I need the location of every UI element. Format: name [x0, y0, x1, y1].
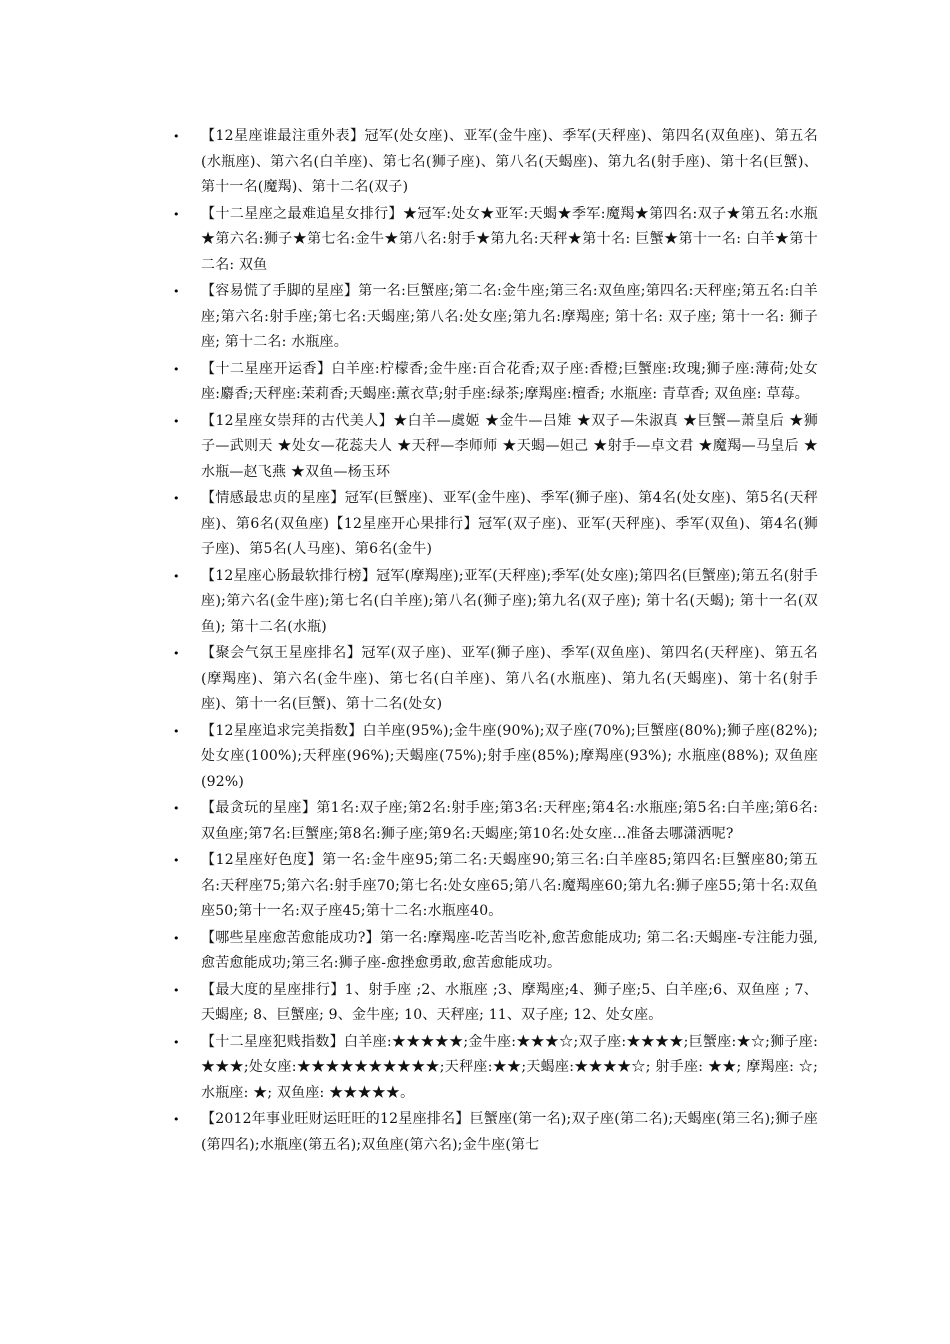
- bullet-icon: •: [173, 130, 180, 143]
- bullet-icon: •: [173, 414, 180, 428]
- list-item-text: 【12星座好色度】第一名:金牛座95;第二名:天蝎座90;第三名:白羊座85;第四名:巨蟹座80;第五名:天秤座75;第六名:射手座70;第七名:处女座65;第八名:魔羯座60;第九名:狮子座55;第十名:双鱼座50;第十一名:双子座45;第十二名:水瓶座40。: [201, 852, 818, 919]
- bullet-icon: •: [173, 983, 180, 997]
- list-item: [168, 564, 818, 641]
- bullet-icon: •: [173, 362, 180, 376]
- list-item-text: 【12星座女崇拜的古代美人】★白羊—虞姬 ★金牛—吕雉 ★双子—朱淑真 ★巨蟹—萧皇后 ★狮子—武则天 ★处女—花蕊夫人 ★天秤—李师师 ★天蝎—妲己 ★射手—卓文君 ★魔羯—马皇后 ★水瓶—赵飞燕 ★双鱼—杨玉环: [201, 412, 818, 480]
- list-item-text: 【哪些星座愈苦愈能成功?】第一名:摩羯座-吃苦当吃补,愈苦愈能成功; 第二名:天蝎座-专注能力强,愈苦愈能成功;第三名:狮子座-愈挫愈勇敢,愈苦愈能成功。: [201, 929, 818, 971]
- list-item: [168, 409, 818, 486]
- bullet-icon: •: [173, 931, 180, 945]
- bullet-icon: •: [173, 207, 180, 221]
- list-item-text: 【12星座心肠最软排行榜】冠军(摩羯座);亚军(天秤座);季军(处女座);第四名(巨蟹座);第五名(射手座);第六名(金牛座);第七名(白羊座);第八名(狮子座);第九名(双子座); 第十名(天蝎); 第十一名(双鱼); 第十二名(水瓶): [201, 567, 818, 635]
- bullet-icon: •: [173, 1113, 180, 1126]
- bullet-icon: •: [173, 492, 180, 505]
- bullet-list: [168, 124, 818, 1159]
- bullet-icon: •: [173, 724, 180, 738]
- list-item: [168, 357, 818, 408]
- list-item: [168, 486, 818, 563]
- list-item: [168, 978, 818, 1029]
- list-item-text: 【最贪玩的星座】第1名:双子座;第2名:射手座;第3名:天秤座;第4名:水瓶座;第5名:白羊座;第6名:双鱼座;第7名:巨蟹座;第8名:狮子座;第9名:天蝎座;第10名:处女座...准备去哪潇洒呢?: [201, 800, 818, 842]
- list-item-text: 【最大度的星座排行】1、射手座 ;2、水瓶座 ;3、摩羯座;4、狮子座;5、白羊座;6、双鱼座 ; 7、天蝎座; 8、巨蟹座; 9、金牛座; 10、天秤座; 11、双子座; 12、处女座。: [201, 981, 818, 1023]
- list-item-text: 【2012年事业旺财运旺旺的12星座排名】巨蟹座(第一名);双子座(第二名);天蝎座(第三名);狮子座(第四名);水瓶座(第五名);双鱼座(第六名);金牛座(第七: [201, 1111, 818, 1153]
- list-item-text: 【容易慌了手脚的星座】第一名:巨蟹座;第二名:金牛座;第三名:双鱼座;第四名:天秤座;第五名:白羊座;第六名:射手座;第七名:天蝎座;第八名:处女座;第九名:摩羯座; 第十名: 双子座; 第十一名: 狮子座; 第十二名: 水瓶座。: [201, 283, 818, 350]
- bullet-icon: •: [173, 569, 180, 583]
- list-item: [168, 1107, 818, 1158]
- bullet-icon: •: [173, 1035, 180, 1049]
- list-item-text: 【12星座谁最注重外表】冠军(处女座)、亚军(金牛座)、季军(天秤座)、第四名(双鱼座)、第五名(水瓶座)、第六名(白羊座)、第七名(狮子座)、第八名(天蝎座)、第九名(射手座)、第十名(巨蟹)、第十一名(魔羯)、第十二名(双子): [201, 128, 818, 195]
- list-item: [168, 279, 818, 356]
- list-item-text: 【12星座追求完美指数】白羊座(95%);金牛座(90%);双子座(70%);巨蟹座(80%);狮子座(82%);处女座(100%);天秤座(96%);天蝎座(75%);射手座(85%);摩羯座(93%); 水瓶座(88%); 双鱼座(92%): [201, 722, 818, 790]
- list-item-text: 【情感最忠贞的星座】冠军(巨蟹座)、亚军(金牛座)、季军(狮子座)、第4名(处女座)、第5名(天秤座)、第6名(双鱼座)【12星座开心果排行】冠军(双子座)、亚军(天秤座)、季军(双鱼)、第4名(狮子座)、第5名(人马座)、第6名(金牛): [201, 490, 818, 557]
- list-item-text: 【十二星座开运香】白羊座:柠檬香;金牛座:百合花香;双子座:香橙;巨蟹座:玫瑰;狮子座:薄荷;处女座:麝香;天秤座:茉莉香;天蝎座:薰衣草;射手座:绿茶;摩羯座:檀香; 水瓶座: 青草香; 双鱼座: 草莓。: [201, 360, 818, 402]
- list-item: [168, 926, 818, 977]
- bullet-icon: •: [173, 285, 180, 298]
- list-item: [168, 719, 818, 796]
- bullet-icon: •: [173, 647, 180, 660]
- list-item: [168, 1030, 818, 1107]
- list-item-text: 【聚会气氛王星座排名】冠军(双子座)、亚军(狮子座)、季军(双鱼座)、第四名(天秤座)、第五名(摩羯座)、第六名(金牛座)、第七名(白羊座)、第八名(水瓶座)、第九名(天蝎座)、第十名(射手座)、第十一名(巨蟹)、第十二名(处女): [201, 645, 818, 712]
- list-item: [168, 796, 818, 847]
- list-item-text: 【十二星座犯贱指数】白羊座:★★★★★;金牛座:★★★☆;双子座:★★★★;巨蟹座:★☆;狮子座:★★★;处女座:★★★★★★★★★★;天秤座:★★;天蝎座:★★★★☆; 射手座: ★★; 摩羯座: ☆; 水瓶座: ★; 双鱼座: ★★★★★。: [201, 1033, 818, 1101]
- list-item-text: 【十二星座之最难追星女排行】★冠军:处女★亚军:天蝎★季军:魔羯★第四名:双子★第五名:水瓶★第六名:狮子★第七名:金牛★第八名:射手★第九名:天秤★第十名: 巨蟹★第十一名: 白羊★第十二名: 双鱼: [201, 205, 818, 273]
- list-item: [168, 202, 818, 279]
- bullet-icon: •: [173, 802, 180, 815]
- bullet-icon: •: [173, 854, 180, 867]
- list-item: [168, 124, 818, 201]
- list-item: [168, 848, 818, 925]
- list-item: [168, 641, 818, 718]
